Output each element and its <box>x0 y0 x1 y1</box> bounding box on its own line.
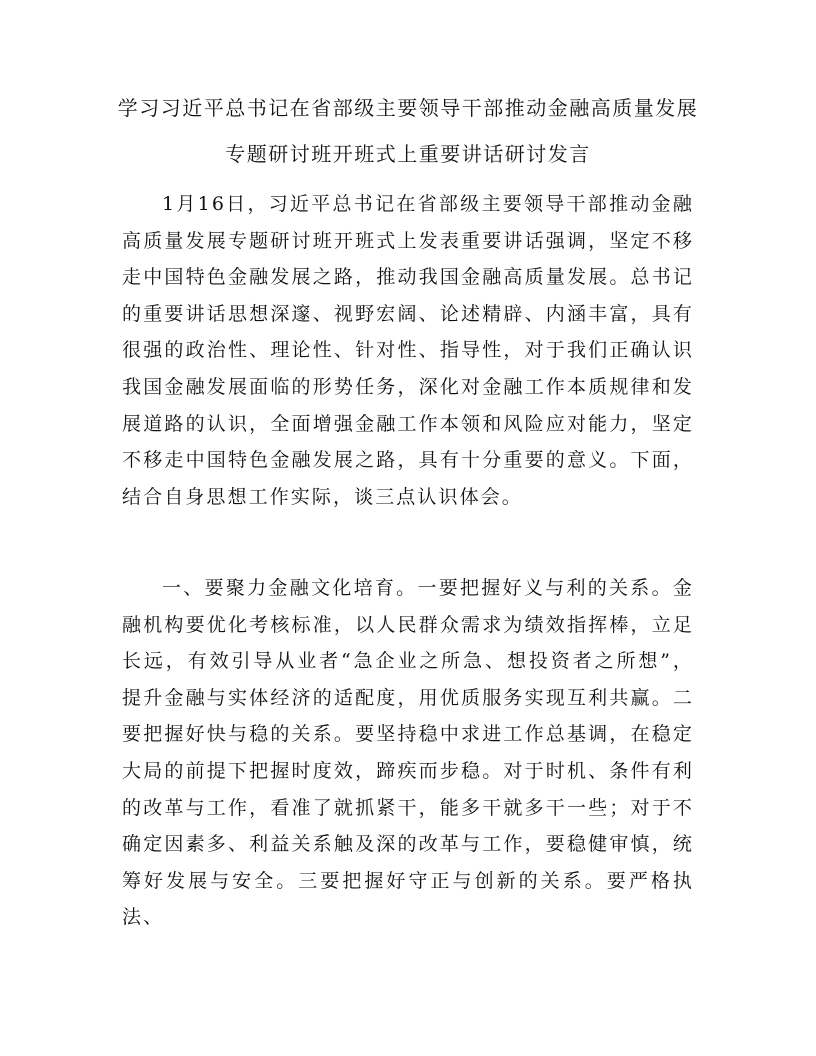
document-title-line-2: 专题研讨班开班式上重要讲话研讨发言 <box>225 142 591 166</box>
body-paragraph-intro: 1月16日，习近平总书记在省部级主要领导干部推动金融高质量发展专题研讨班开班式上发表重要讲话强调，坚定不移走中国特色金融发展之路，推动我国金融高质量发展。总书记的重要讲话思想深邃、视野宏阔、论述精辟、内涵丰富，具有很强的政治性、理论性、针对性、指导性，对于我们正确认识我国金融发展面临的形势任务，深化对金融工作本质规律和发展道路的认识，全面增强金融工作本领和风险应对能力，坚定不移走中国特色金融发展之路，具有十分重要的意义。下面，结合自身思想工作实际，谈三点认识体会。 <box>122 193 694 508</box>
document-title-line-1: 学习习近平总书记在省部级主要领导干部推动金融高质量发展 <box>117 96 699 120</box>
body-paragraph-section-1: 一、要聚力金融文化培育。一要把握好义与利的关系。金融机构要优化考核标准，以人民群众需求为绩效指挥棒，立足长远，有效引导从业者“急企业之所急、想投资者之所想”，提升金融与实体经济的适配度，用优质服务实现互利共赢。二要把握好快与稳的关系。要坚持稳中求进工作总基调，在稳定大局的前提下把握时度效，蹄疾而步稳。对于时机、条件有利的改革与工作，看准了就抓紧干，能多干就多干一些；对于不确定因素多、利益关系触及深的改革与工作，要稳健审慎，统筹好发展与安全。三要把握好守正与创新的关系。要严格执法、 <box>122 577 694 929</box>
